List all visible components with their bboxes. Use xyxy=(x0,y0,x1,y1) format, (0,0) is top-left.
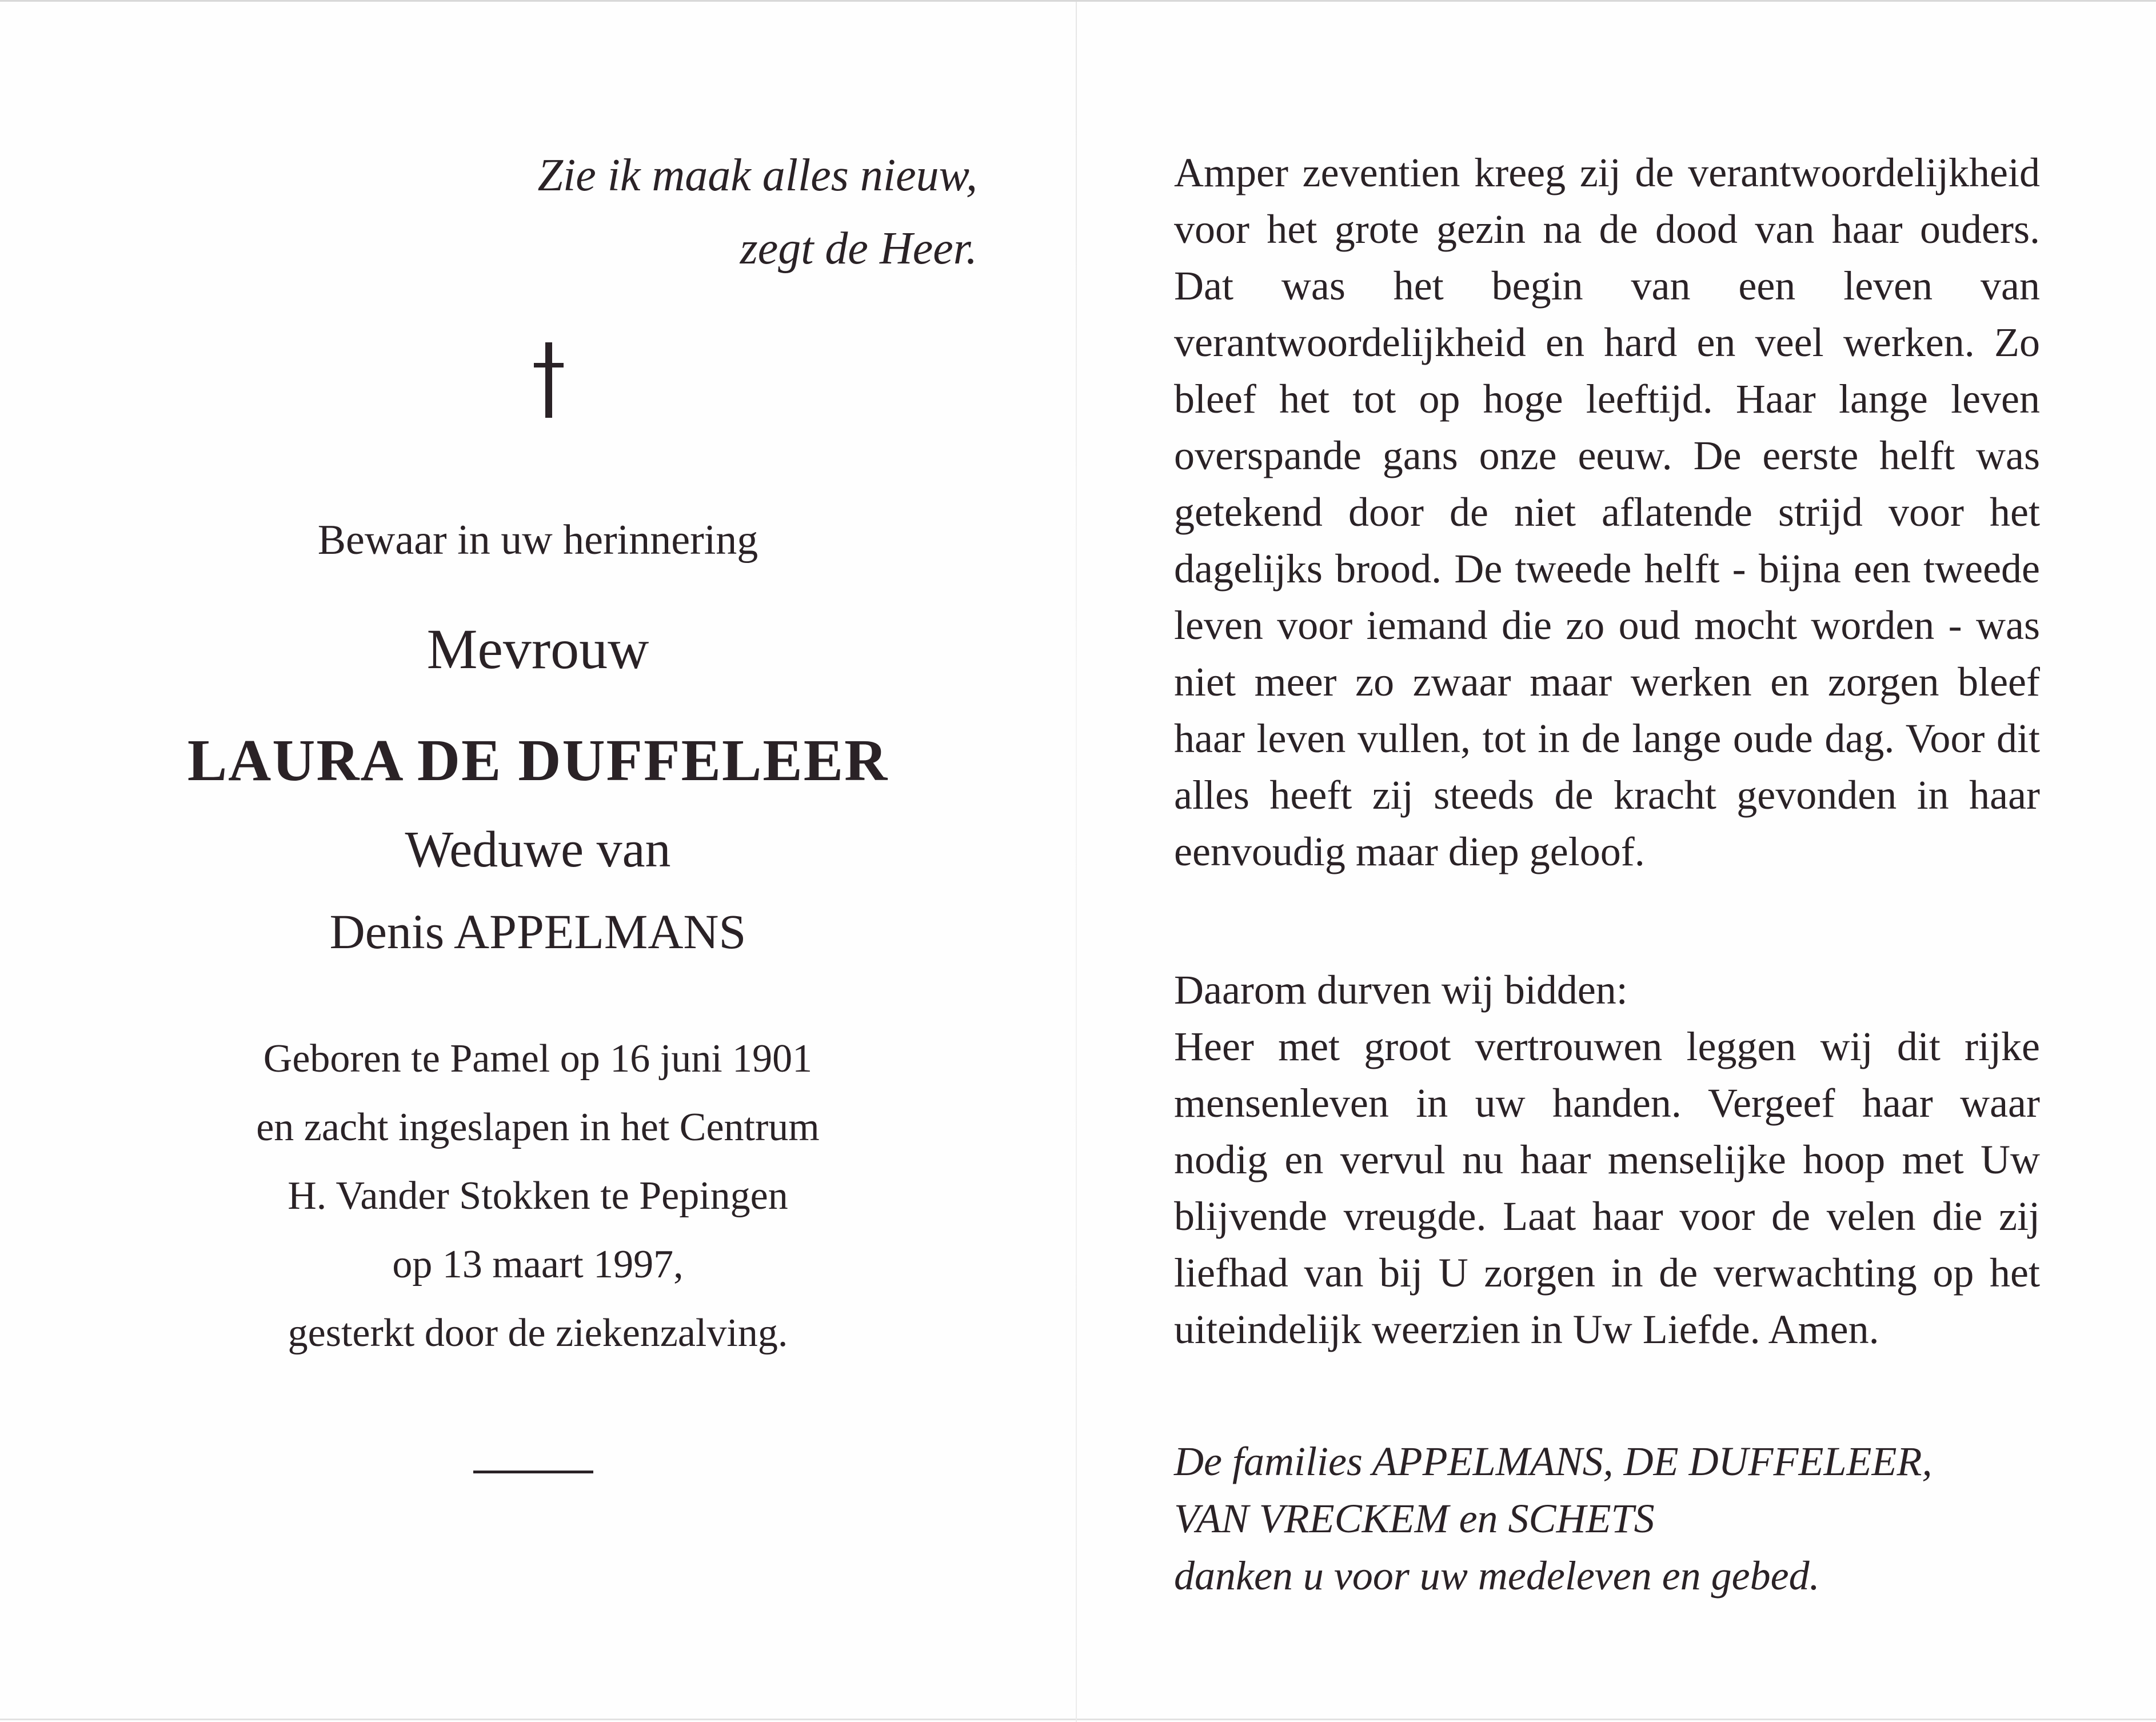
detail-line: Geboren te Pamel op 16 juni 1901 xyxy=(263,1037,813,1081)
quote-line-1: Zie ik maak alles nieuw, xyxy=(537,150,977,201)
detail-line: op 13 maart 1997, xyxy=(392,1242,684,1286)
husband-name: Denis APPELMANS xyxy=(329,904,746,959)
life-details xyxy=(0,1025,1076,1368)
bible-quote xyxy=(406,139,977,285)
closing-line-1: De families APPELMANS, DE DUFFELEER, xyxy=(1174,1439,1933,1484)
closing-line-3: danken u voor uw medeleven en gebed. xyxy=(1174,1553,1820,1599)
quote-line-2: zegt de Heer. xyxy=(740,223,977,274)
detail-line: en zacht ingeslapen in het Centrum xyxy=(256,1105,820,1149)
prayer-intro: Daarom durven wij bidden: xyxy=(1174,967,1628,1013)
remembrance-line: Bewaar in uw herinnering xyxy=(317,517,758,564)
prayer-text: Heer met groot vertrouwen leggen wij dit rijke mensenleven in uw handen. Vergeef haar waar nodig en vervul nu haar menselijke hoop met Uw blijvende vreugde. Laat haar voor de velen die zij liefhad van bij U zorgen in de verwachting op het uiteindelijk weerzien in Uw Liefde. Amen. xyxy=(1174,1024,2040,1352)
detail-line: H. Vander Stokken te Pepingen xyxy=(288,1174,788,1218)
deceased-name: LAURA DE DUFFELEER xyxy=(187,728,889,793)
divider xyxy=(473,1471,593,1473)
left-panel xyxy=(0,2,1076,1722)
family-thanks xyxy=(1174,1433,2089,1604)
honorific: Mevrouw xyxy=(426,617,649,681)
closing-line-2: VAN VRECKEM en SCHETS xyxy=(1174,1496,1655,1541)
biography-paragraph: Amper zeventien kreeg zij de verantwoordelijkheid voor het grote gezin na de dood van haar ouders. Dat was het begin van een leven van verantwoordelijkheid en hard en veel werken. Zo bleef het tot op hoge leeftijd. Haar lange leven overspande gans onze eeuw. De eerste helft was getekend door de niet aflatende strijd voor het dagelijks brood. De tweede helft - bijna een tweede leven voor iemand die zo oud mocht worden - was niet meer zo zwaar maar werken en zorgen bleef haar leven vullen, tot in de lange oude dag. Voor dit alles heeft zij steeds de kracht gevonden in haar eenvoudig maar diep geloof. xyxy=(1174,150,2040,874)
right-panel xyxy=(1077,2,2156,1722)
prayer-paragraph xyxy=(1174,962,2040,1358)
detail-line: gesterkt door de ziekenzalving. xyxy=(288,1311,788,1355)
widow-of-label: Weduwe van xyxy=(405,821,671,878)
cross-icon xyxy=(545,342,552,418)
